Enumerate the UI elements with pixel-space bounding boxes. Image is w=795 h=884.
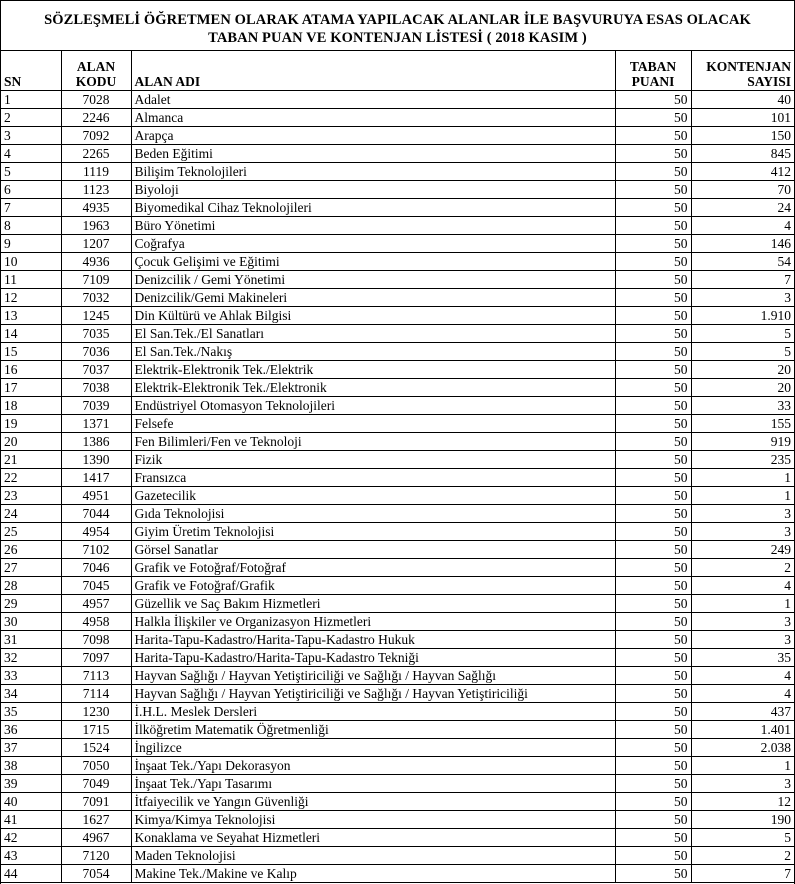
cell-taban-puani: 50: [615, 577, 691, 595]
cell-alan-kodu: 7097: [61, 649, 131, 667]
cell-sn: 20: [1, 433, 61, 451]
cell-alan-adi: Giyim Üretim Teknolojisi: [131, 523, 615, 541]
cell-alan-adi: Adalet: [131, 91, 615, 109]
cell-kontenjan: 20: [691, 361, 794, 379]
cell-sn: 33: [1, 667, 61, 685]
cell-taban-puani: 50: [615, 145, 691, 163]
cell-taban-puani: 50: [615, 163, 691, 181]
cell-kontenjan: 20: [691, 379, 794, 397]
table-row: [1, 541, 794, 559]
cell-sn: 27: [1, 559, 61, 577]
table-row: [1, 793, 794, 811]
cell-alan-kodu: 7092: [61, 127, 131, 145]
cell-alan-kodu: 1524: [61, 739, 131, 757]
cell-sn: 31: [1, 631, 61, 649]
cell-kontenjan: 235: [691, 451, 794, 469]
table-row: [1, 775, 794, 793]
table-row: [1, 829, 794, 847]
table-row: [1, 865, 794, 883]
cell-taban-puani: 50: [615, 505, 691, 523]
cell-taban-puani: 50: [615, 631, 691, 649]
cell-alan-kodu: 7046: [61, 559, 131, 577]
cell-alan-kodu: 7050: [61, 757, 131, 775]
cell-alan-adi: İnşaat Tek./Yapı Tasarımı: [131, 775, 615, 793]
cell-kontenjan: 3: [691, 631, 794, 649]
cell-alan-kodu: 7102: [61, 541, 131, 559]
table-header-row: [1, 51, 794, 91]
cell-kontenjan: 1: [691, 757, 794, 775]
table-row: [1, 271, 794, 289]
table-row: [1, 523, 794, 541]
cell-kontenjan: 101: [691, 109, 794, 127]
cell-taban-puani: 50: [615, 865, 691, 883]
cell-alan-adi: İlköğretim Matematik Öğretmenliği: [131, 721, 615, 739]
table-row: [1, 397, 794, 415]
cell-alan-adi: Gazetecilik: [131, 487, 615, 505]
title-line-1: SÖZLEŞMELİ ÖĞRETMEN OLARAK ATAMA YAPILACAK ALANLAR İLE BAŞVURUYA ESAS OLACAK: [44, 12, 751, 28]
cell-alan-adi: Endüstriyel Otomasyon Teknolojileri: [131, 397, 615, 415]
cell-alan-kodu: 7039: [61, 397, 131, 415]
cell-alan-kodu: 2246: [61, 109, 131, 127]
cell-alan-kodu: 1119: [61, 163, 131, 181]
cell-taban-puani: 50: [615, 397, 691, 415]
cell-taban-puani: 50: [615, 217, 691, 235]
cell-alan-adi: Güzellik ve Saç Bakım Hizmetleri: [131, 595, 615, 613]
table-row: [1, 235, 794, 253]
cell-sn: 9: [1, 235, 61, 253]
cell-kontenjan: 1: [691, 469, 794, 487]
table-row: [1, 199, 794, 217]
cell-alan-kodu: 7120: [61, 847, 131, 865]
cell-alan-adi: Kimya/Kimya Teknolojisi: [131, 811, 615, 829]
cell-kontenjan: 40: [691, 91, 794, 109]
cell-taban-puani: 50: [615, 667, 691, 685]
cell-alan-kodu: 1230: [61, 703, 131, 721]
cell-kontenjan: 412: [691, 163, 794, 181]
cell-kontenjan: 5: [691, 325, 794, 343]
table-row: [1, 127, 794, 145]
cell-sn: 22: [1, 469, 61, 487]
cell-sn: 37: [1, 739, 61, 757]
cell-sn: 32: [1, 649, 61, 667]
cell-alan-kodu: 1386: [61, 433, 131, 451]
cell-kontenjan: 12: [691, 793, 794, 811]
cell-alan-adi: Denizcilik/Gemi Makineleri: [131, 289, 615, 307]
cell-alan-kodu: 1417: [61, 469, 131, 487]
cell-taban-puani: 50: [615, 541, 691, 559]
cell-sn: 6: [1, 181, 61, 199]
cell-alan-adi: İ.H.L. Meslek Dersleri: [131, 703, 615, 721]
cell-taban-puani: 50: [615, 613, 691, 631]
cell-kontenjan: 3: [691, 505, 794, 523]
cell-sn: 28: [1, 577, 61, 595]
cell-kontenjan: 150: [691, 127, 794, 145]
table-row: [1, 361, 794, 379]
cell-alan-adi: Hayvan Sağlığı / Hayvan Yetiştiriciliği ve Sağlığı / Hayvan Sağlığı: [131, 667, 615, 685]
cell-alan-kodu: 7049: [61, 775, 131, 793]
cell-sn: 15: [1, 343, 61, 361]
cell-taban-puani: 50: [615, 109, 691, 127]
header-taban-puani: TABAN PUANI: [615, 51, 691, 91]
table-row: [1, 307, 794, 325]
cell-alan-kodu: 7109: [61, 271, 131, 289]
cell-sn: 17: [1, 379, 61, 397]
cell-alan-kodu: 7113: [61, 667, 131, 685]
cell-alan-adi: Çocuk Gelişimi ve Eğitimi: [131, 253, 615, 271]
cell-alan-adi: Elektrik-Elektronik Tek./Elektronik: [131, 379, 615, 397]
cell-alan-adi: Konaklama ve Seyahat Hizmetleri: [131, 829, 615, 847]
table-row: [1, 181, 794, 199]
cell-sn: 1: [1, 91, 61, 109]
cell-alan-kodu: 7044: [61, 505, 131, 523]
cell-alan-kodu: 4936: [61, 253, 131, 271]
cell-kontenjan: 1.401: [691, 721, 794, 739]
table-row: [1, 325, 794, 343]
cell-kontenjan: 4: [691, 577, 794, 595]
cell-taban-puani: 50: [615, 757, 691, 775]
cell-sn: 5: [1, 163, 61, 181]
table-row: [1, 667, 794, 685]
cell-alan-kodu: 4951: [61, 487, 131, 505]
cell-alan-adi: Fransızca: [131, 469, 615, 487]
header-kontenjan-sayisi: KONTENJAN SAYISI: [691, 51, 794, 91]
cell-taban-puani: 50: [615, 181, 691, 199]
cell-kontenjan: 3: [691, 523, 794, 541]
cell-alan-adi: Elektrik-Elektronik Tek./Elektrik: [131, 361, 615, 379]
cell-alan-kodu: 7036: [61, 343, 131, 361]
table-row: [1, 631, 794, 649]
cell-alan-kodu: 7098: [61, 631, 131, 649]
table-row: [1, 505, 794, 523]
table-row: [1, 649, 794, 667]
cell-kontenjan: 3: [691, 613, 794, 631]
cell-kontenjan: 70: [691, 181, 794, 199]
cell-kontenjan: 2.038: [691, 739, 794, 757]
cell-alan-kodu: 7035: [61, 325, 131, 343]
cell-taban-puani: 50: [615, 127, 691, 145]
cell-kontenjan: 146: [691, 235, 794, 253]
cell-sn: 3: [1, 127, 61, 145]
cell-sn: 7: [1, 199, 61, 217]
cell-alan-kodu: 2265: [61, 145, 131, 163]
cell-alan-adi: Büro Yönetimi: [131, 217, 615, 235]
table-row: [1, 847, 794, 865]
table-row: [1, 739, 794, 757]
cell-kontenjan: 3: [691, 775, 794, 793]
cell-sn: 21: [1, 451, 61, 469]
table-row: [1, 487, 794, 505]
cell-alan-adi: Almanca: [131, 109, 615, 127]
table-row: [1, 757, 794, 775]
cell-sn: 36: [1, 721, 61, 739]
cell-taban-puani: 50: [615, 253, 691, 271]
cell-alan-adi: Harita-Tapu-Kadastro/Harita-Tapu-Kadastro Tekniği: [131, 649, 615, 667]
table-row: [1, 451, 794, 469]
table-row: [1, 217, 794, 235]
cell-sn: 41: [1, 811, 61, 829]
cell-alan-kodu: 4954: [61, 523, 131, 541]
cell-alan-adi: Makine Tek./Makine ve Kalıp: [131, 865, 615, 883]
header-alan-kodu: ALAN KODU: [61, 51, 131, 91]
cell-alan-adi: İtfaiyecilik ve Yangın Güvenliği: [131, 793, 615, 811]
cell-taban-puani: 50: [615, 199, 691, 217]
cell-kontenjan: 155: [691, 415, 794, 433]
cell-sn: 30: [1, 613, 61, 631]
cell-alan-kodu: 1963: [61, 217, 131, 235]
table-row: [1, 433, 794, 451]
cell-alan-kodu: 7045: [61, 577, 131, 595]
cell-sn: 39: [1, 775, 61, 793]
table-row: [1, 163, 794, 181]
cell-sn: 38: [1, 757, 61, 775]
header-alan-adi: ALAN ADI: [131, 51, 615, 91]
cell-sn: 35: [1, 703, 61, 721]
cell-alan-adi: Harita-Tapu-Kadastro/Harita-Tapu-Kadastro Hukuk: [131, 631, 615, 649]
cell-alan-kodu: 7037: [61, 361, 131, 379]
cell-sn: 23: [1, 487, 61, 505]
cell-kontenjan: 7: [691, 271, 794, 289]
cell-alan-adi: Arapça: [131, 127, 615, 145]
cell-alan-adi: Biyoloji: [131, 181, 615, 199]
header-sn: SN: [1, 51, 61, 91]
cell-kontenjan: 2: [691, 559, 794, 577]
cell-sn: 12: [1, 289, 61, 307]
cell-alan-kodu: 7114: [61, 685, 131, 703]
table-row: [1, 289, 794, 307]
cell-kontenjan: 4: [691, 217, 794, 235]
cell-alan-adi: Biyomedikal Cihaz Teknolojileri: [131, 199, 615, 217]
cell-alan-kodu: 7032: [61, 289, 131, 307]
cell-kontenjan: 190: [691, 811, 794, 829]
cell-taban-puani: 50: [615, 685, 691, 703]
cell-kontenjan: 4: [691, 685, 794, 703]
cell-alan-adi: Coğrafya: [131, 235, 615, 253]
cell-alan-adi: El San.Tek./El Sanatları: [131, 325, 615, 343]
table-row: [1, 379, 794, 397]
cell-kontenjan: 437: [691, 703, 794, 721]
cell-alan-adi: Maden Teknolojisi: [131, 847, 615, 865]
cell-taban-puani: 50: [615, 703, 691, 721]
cell-alan-kodu: 1715: [61, 721, 131, 739]
cell-kontenjan: 919: [691, 433, 794, 451]
quota-table: [1, 50, 794, 883]
cell-kontenjan: 3: [691, 289, 794, 307]
table-row: [1, 613, 794, 631]
cell-sn: 2: [1, 109, 61, 127]
cell-sn: 34: [1, 685, 61, 703]
cell-sn: 13: [1, 307, 61, 325]
cell-taban-puani: 50: [615, 343, 691, 361]
cell-alan-kodu: 7054: [61, 865, 131, 883]
table-row: [1, 577, 794, 595]
table-body: [1, 91, 794, 883]
cell-taban-puani: 50: [615, 451, 691, 469]
title-line-2: TABAN PUAN VE KONTENJAN LİSTESİ ( 2018 KASIM ): [208, 30, 587, 46]
cell-sn: 44: [1, 865, 61, 883]
cell-sn: 26: [1, 541, 61, 559]
cell-alan-adi: Din Kültürü ve Ahlak Bilgisi: [131, 307, 615, 325]
cell-sn: 19: [1, 415, 61, 433]
cell-sn: 25: [1, 523, 61, 541]
cell-taban-puani: 50: [615, 91, 691, 109]
cell-alan-adi: El San.Tek./Nakış: [131, 343, 615, 361]
table-row: [1, 91, 794, 109]
cell-alan-adi: Beden Eğitimi: [131, 145, 615, 163]
cell-taban-puani: 50: [615, 829, 691, 847]
table-row: [1, 811, 794, 829]
table-row: [1, 415, 794, 433]
cell-taban-puani: 50: [615, 721, 691, 739]
cell-alan-adi: İnşaat Tek./Yapı Dekorasyon: [131, 757, 615, 775]
cell-alan-kodu: 7038: [61, 379, 131, 397]
cell-alan-kodu: 1371: [61, 415, 131, 433]
cell-sn: 18: [1, 397, 61, 415]
cell-sn: 4: [1, 145, 61, 163]
cell-taban-puani: 50: [615, 289, 691, 307]
cell-kontenjan: 249: [691, 541, 794, 559]
cell-kontenjan: 5: [691, 829, 794, 847]
cell-sn: 14: [1, 325, 61, 343]
table-row: [1, 559, 794, 577]
cell-kontenjan: 33: [691, 397, 794, 415]
cell-taban-puani: 50: [615, 415, 691, 433]
cell-kontenjan: 2: [691, 847, 794, 865]
cell-sn: 8: [1, 217, 61, 235]
cell-taban-puani: 50: [615, 325, 691, 343]
cell-alan-kodu: 7028: [61, 91, 131, 109]
cell-kontenjan: 845: [691, 145, 794, 163]
cell-kontenjan: 7: [691, 865, 794, 883]
table-row: [1, 343, 794, 361]
cell-taban-puani: 50: [615, 595, 691, 613]
cell-alan-kodu: 7091: [61, 793, 131, 811]
cell-taban-puani: 50: [615, 847, 691, 865]
page-title: [1, 1, 794, 50]
cell-alan-kodu: 1245: [61, 307, 131, 325]
cell-kontenjan: 1.910: [691, 307, 794, 325]
cell-sn: 43: [1, 847, 61, 865]
cell-sn: 16: [1, 361, 61, 379]
table-row: [1, 469, 794, 487]
cell-alan-kodu: 4958: [61, 613, 131, 631]
cell-alan-kodu: 1627: [61, 811, 131, 829]
cell-taban-puani: 50: [615, 793, 691, 811]
cell-taban-puani: 50: [615, 379, 691, 397]
table-row: [1, 145, 794, 163]
cell-alan-kodu: 1390: [61, 451, 131, 469]
table-row: [1, 109, 794, 127]
cell-taban-puani: 50: [615, 775, 691, 793]
cell-alan-kodu: 4935: [61, 199, 131, 217]
cell-alan-adi: Grafik ve Fotoğraf/Fotoğraf: [131, 559, 615, 577]
cell-alan-adi: Felsefe: [131, 415, 615, 433]
cell-sn: 40: [1, 793, 61, 811]
cell-alan-adi: Grafik ve Fotoğraf/Grafik: [131, 577, 615, 595]
cell-alan-kodu: 4967: [61, 829, 131, 847]
cell-taban-puani: 50: [615, 469, 691, 487]
cell-kontenjan: 1: [691, 487, 794, 505]
cell-taban-puani: 50: [615, 487, 691, 505]
cell-sn: 42: [1, 829, 61, 847]
cell-sn: 29: [1, 595, 61, 613]
cell-alan-kodu: 1123: [61, 181, 131, 199]
cell-taban-puani: 50: [615, 433, 691, 451]
cell-taban-puani: 50: [615, 559, 691, 577]
cell-kontenjan: 5: [691, 343, 794, 361]
cell-alan-adi: İngilizce: [131, 739, 615, 757]
cell-sn: 11: [1, 271, 61, 289]
cell-taban-puani: 50: [615, 271, 691, 289]
cell-taban-puani: 50: [615, 523, 691, 541]
table-row: [1, 721, 794, 739]
cell-alan-adi: Fen Bilimleri/Fen ve Teknoloji: [131, 433, 615, 451]
cell-sn: 10: [1, 253, 61, 271]
cell-kontenjan: 35: [691, 649, 794, 667]
cell-taban-puani: 50: [615, 307, 691, 325]
cell-taban-puani: 50: [615, 361, 691, 379]
cell-taban-puani: 50: [615, 811, 691, 829]
cell-alan-adi: Halkla İlişkiler ve Organizasyon Hizmetleri: [131, 613, 615, 631]
table-row: [1, 253, 794, 271]
table-row: [1, 595, 794, 613]
cell-sn: 24: [1, 505, 61, 523]
table-row: [1, 685, 794, 703]
table-row: [1, 703, 794, 721]
cell-taban-puani: 50: [615, 649, 691, 667]
cell-alan-adi: Görsel Sanatlar: [131, 541, 615, 559]
cell-alan-adi: Bilişim Teknolojileri: [131, 163, 615, 181]
cell-kontenjan: 1: [691, 595, 794, 613]
cell-kontenjan: 24: [691, 199, 794, 217]
cell-alan-adi: Hayvan Sağlığı / Hayvan Yetiştiriciliği ve Sağlığı / Hayvan Yetiştiriciliği: [131, 685, 615, 703]
cell-alan-kodu: 1207: [61, 235, 131, 253]
cell-kontenjan: 54: [691, 253, 794, 271]
cell-alan-adi: Gıda Teknolojisi: [131, 505, 615, 523]
cell-kontenjan: 4: [691, 667, 794, 685]
cell-taban-puani: 50: [615, 235, 691, 253]
cell-alan-adi: Denizcilik / Gemi Yönetimi: [131, 271, 615, 289]
cell-alan-kodu: 4957: [61, 595, 131, 613]
cell-taban-puani: 50: [615, 739, 691, 757]
cell-alan-adi: Fizik: [131, 451, 615, 469]
